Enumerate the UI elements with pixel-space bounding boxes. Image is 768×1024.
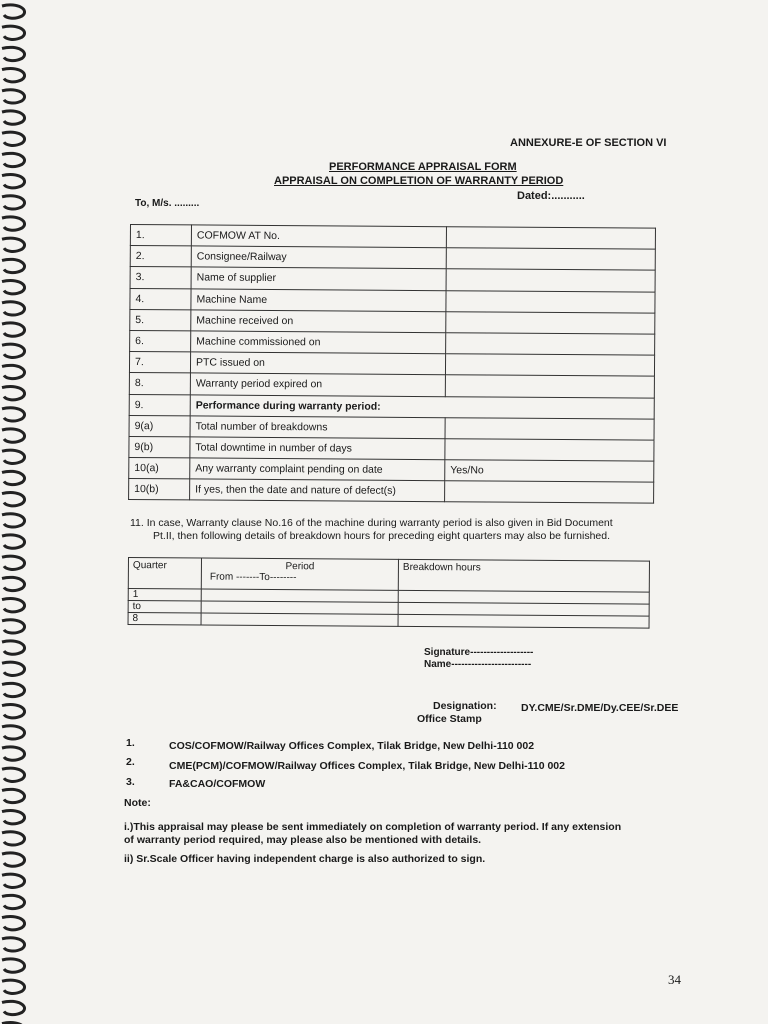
spiral-coil xyxy=(2,726,25,739)
spiral-coil xyxy=(2,302,25,315)
spiral-coil xyxy=(2,514,25,527)
row-number: 2. xyxy=(130,246,191,268)
row-label: COFMOW AT No. xyxy=(191,225,446,248)
designation-value: DY.CME/Sr.DME/Dy.CEE/Sr.DEE xyxy=(521,702,679,714)
spiral-binding xyxy=(0,0,40,1024)
row-label: Performance during warranty period: xyxy=(190,394,654,418)
breakdown-cell[interactable] xyxy=(398,614,649,628)
note-ii: ii) Sr.Scale Officer having independent charge is also authorized to sign. xyxy=(124,853,486,865)
spiral-coil xyxy=(2,811,25,824)
quarter-cell: 1 xyxy=(128,589,201,602)
row-number: 7. xyxy=(129,352,190,374)
spiral-coil xyxy=(2,895,25,908)
row-label: Machine received on xyxy=(191,310,446,333)
name-line: Name------------------------ xyxy=(424,659,532,670)
copy-3-text: FA&CAO/COFMOW xyxy=(169,778,266,790)
spiral-coil xyxy=(2,196,25,209)
spiral-coil xyxy=(2,641,25,654)
row-value[interactable] xyxy=(446,248,655,271)
row-number: 10(b) xyxy=(129,479,190,501)
note-i-line2: of warranty period required, may please also be mentioned with details. xyxy=(124,834,482,846)
spiral-coil xyxy=(2,917,25,930)
note-label: Note: xyxy=(124,797,151,809)
annexure-label: ANNEXURE-E OF SECTION VI xyxy=(510,137,667,149)
spiral-coil xyxy=(2,874,25,887)
copy-2-text: CME(PCM)/COFMOW/Railway Offices Complex, Tilak Bridge, New Delhi-110 002 xyxy=(169,760,565,772)
row-label: If yes, then the date and nature of defect(s) xyxy=(190,479,445,502)
spiral-coil xyxy=(2,959,25,972)
spiral-coil xyxy=(2,175,25,188)
spiral-coil xyxy=(2,599,25,612)
row-value[interactable] xyxy=(445,354,654,377)
spiral-coil xyxy=(2,26,25,39)
row-value[interactable] xyxy=(446,269,655,292)
clause-11-line2: Pt.II, then following details of breakdown hours for preceding eight quarters may also be furnished. xyxy=(153,530,611,542)
spiral-coil xyxy=(2,387,25,400)
row-number: 9(a) xyxy=(129,415,190,437)
spiral-coil xyxy=(2,111,25,124)
spiral-coil xyxy=(2,980,25,993)
spiral-coil xyxy=(2,132,25,145)
form-title: PERFORMANCE APPRAISAL FORM xyxy=(329,161,517,173)
row-label: Machine commissioned on xyxy=(191,331,446,354)
period-subheader: From -------To-------- xyxy=(209,571,297,584)
designation-label: Designation: xyxy=(433,700,497,712)
row-value[interactable] xyxy=(446,333,655,356)
row-number: 9(b) xyxy=(129,436,190,458)
row-label: Total number of breakdowns xyxy=(190,416,445,439)
spiral-coil xyxy=(2,471,25,484)
row-value[interactable] xyxy=(445,481,654,504)
note-i-line1: i.)This appraisal may please be sent immediately on completion of warranty period. If any extension xyxy=(124,821,622,833)
row-number: 10(a) xyxy=(129,458,190,480)
row-value[interactable] xyxy=(445,417,654,440)
spiral-coil xyxy=(2,365,25,378)
appraisal-table xyxy=(128,224,656,504)
row-number: 3. xyxy=(130,267,191,289)
spiral-coil xyxy=(2,662,25,675)
row-value[interactable] xyxy=(446,290,655,313)
row-number: 9. xyxy=(129,394,190,416)
spiral-coil xyxy=(2,705,25,718)
spiral-coil xyxy=(2,429,25,442)
spiral-coil xyxy=(2,556,25,569)
spiral-coil xyxy=(2,69,25,82)
office-stamp: Office Stamp xyxy=(417,713,482,725)
row-value[interactable] xyxy=(446,227,655,250)
copy-2-number: 2. xyxy=(126,756,135,768)
page-number: 34 xyxy=(668,972,681,987)
spiral-coil xyxy=(2,493,25,506)
row-label: Machine Name xyxy=(191,288,446,311)
row-label: Any warranty complaint pending on date xyxy=(190,458,445,481)
table-row xyxy=(128,613,649,629)
quarter-cell: to xyxy=(128,601,201,614)
row-label: Warranty period expired on xyxy=(190,373,445,396)
period-header-label: Period xyxy=(285,561,315,573)
spiral-coil xyxy=(2,47,25,60)
spiral-coil xyxy=(2,259,25,272)
row-value[interactable] xyxy=(445,439,654,462)
clause-11-line1: 11. In case, Warranty clause No.16 of the machine during warranty period is also given in Bid Document xyxy=(130,517,613,529)
spiral-coil xyxy=(2,344,25,357)
form-subtitle: APPRAISAL ON COMPLETION OF WARRANTY PERIOD xyxy=(274,175,564,187)
dated-field: Dated:........... xyxy=(517,190,585,202)
spiral-coil xyxy=(2,789,25,802)
spiral-coil xyxy=(2,1001,25,1014)
copy-1-number: 1. xyxy=(126,737,135,749)
row-value[interactable] xyxy=(446,311,655,334)
row-label: PTC issued on xyxy=(190,352,445,375)
spiral-coil xyxy=(2,450,25,463)
signature-line: Signature------------------- xyxy=(424,647,534,658)
spiral-coil xyxy=(2,832,25,845)
row-number: 5. xyxy=(130,309,191,331)
quarter-header: Quarter xyxy=(128,558,201,590)
quarter-cell: 8 xyxy=(128,613,201,626)
spiral-coil xyxy=(2,323,25,336)
row-number: 6. xyxy=(130,330,191,352)
row-number: 1. xyxy=(130,225,191,247)
row-value[interactable]: Yes/No xyxy=(445,460,654,483)
spiral-coil xyxy=(2,853,25,866)
spiral-coil xyxy=(2,768,25,781)
row-label: Name of supplier xyxy=(191,267,446,290)
breakdown-header: Breakdown hours xyxy=(398,559,649,592)
row-label: Consignee/Railway xyxy=(191,246,446,269)
copy-3-number: 3. xyxy=(126,776,135,788)
copy-1-text: COS/COFMOW/Railway Offices Complex, Tilak Bridge, New Delhi-110 002 xyxy=(169,740,535,752)
addressee: To, M/s. ......... xyxy=(135,198,200,209)
row-number: 8. xyxy=(129,373,190,395)
row-label: Total downtime in number of days xyxy=(190,437,445,460)
spiral-coil xyxy=(2,408,25,421)
quarter-table-header xyxy=(128,558,649,593)
row-value[interactable] xyxy=(445,375,654,398)
spiral-coil xyxy=(2,5,25,18)
spiral-coil xyxy=(2,217,25,230)
period-header xyxy=(201,558,398,590)
spiral-coil xyxy=(2,747,25,760)
spiral-coil xyxy=(2,153,25,166)
spiral-coil xyxy=(2,535,25,548)
quarter-table xyxy=(128,557,650,629)
row-number: 4. xyxy=(130,288,191,310)
spiral-coil xyxy=(2,238,25,251)
spiral-coil xyxy=(2,90,25,103)
table-row xyxy=(129,479,654,504)
period-cell[interactable] xyxy=(201,613,398,626)
spiral-coil xyxy=(2,683,25,696)
spiral-coil xyxy=(2,620,25,633)
spiral-coil xyxy=(2,577,25,590)
spiral-coil xyxy=(2,938,25,951)
spiral-coil xyxy=(2,281,25,294)
